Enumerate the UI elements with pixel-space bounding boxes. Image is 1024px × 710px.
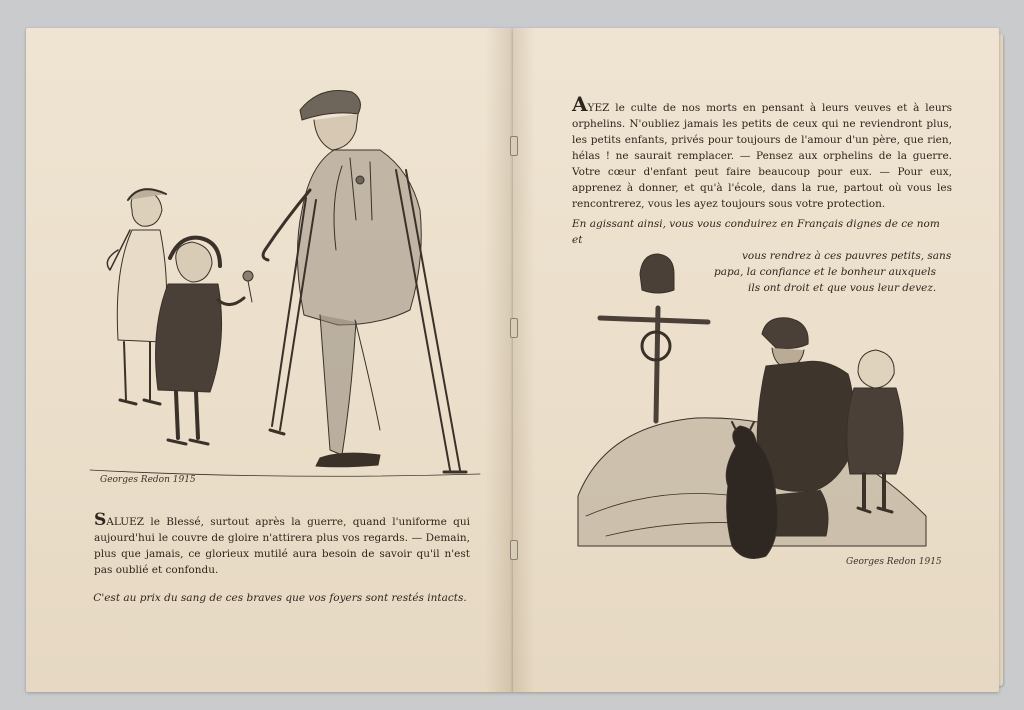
right-paragraph-text: le culte de nos morts en pensant à leurs veuves et à leurs orphelins. N'oubliez jamais les petits de ceux qui ne reviendront plus, les petits enfants, privés pour toujours de l'amour d'un père, que rien, hélas ! ne saurait remplacer. — Pensez aux orphelins de la guerre. Votre cœur d'enfant peut faire beaucoup pour eux. — Pour eux, apprenez à donner, et qu'à l'école, dans la rue, partout où vous les rencontrerez, vous les ayez toujours sous votre protection. <box>572 102 952 210</box>
left-caption <box>94 512 470 578</box>
signature-right: Georges Redon 1915 <box>846 557 942 567</box>
grave-mourners-illustration <box>576 246 946 586</box>
left-caption-first-word: ALUEZ <box>106 516 145 528</box>
right-italic-line-1: En agissant ainsi, vous vous conduirez en Français dignes de ce nom et <box>572 218 940 246</box>
left-caption-text: le Blessé, surtout après la guerre, quand l'uniforme qui aujourd'hui le couvre de gloire n'attirera plus vos regards. — Demain, plus que jamais, ce glorieux mutilé aura besoin de savoir qu'il n'est pas oublié et confondu. <box>94 516 470 576</box>
right-italic-line-3: papa, la confiance et le bonheur auxquels <box>714 266 936 278</box>
staple-middle <box>510 318 518 338</box>
right-paragraph <box>572 92 952 212</box>
right-italic-line-2: vous rendrez à ces pauvres petits, sans <box>742 250 952 262</box>
left-caption-italic: C'est au prix du sang de ces braves que vos foyers sont restés intacts. <box>93 592 467 604</box>
right-italic-line-4: ils ont droit et que vous leur devez. <box>748 282 937 294</box>
staple-bottom <box>510 540 518 560</box>
left-dropcap: S <box>94 510 107 530</box>
staple-top <box>510 136 518 156</box>
right-dropcap: A <box>572 92 588 116</box>
signature-left: Georges Redon 1915 <box>100 475 196 485</box>
wounded-soldier-illustration <box>80 70 490 500</box>
right-paragraph-first-word: YEZ <box>587 102 610 114</box>
